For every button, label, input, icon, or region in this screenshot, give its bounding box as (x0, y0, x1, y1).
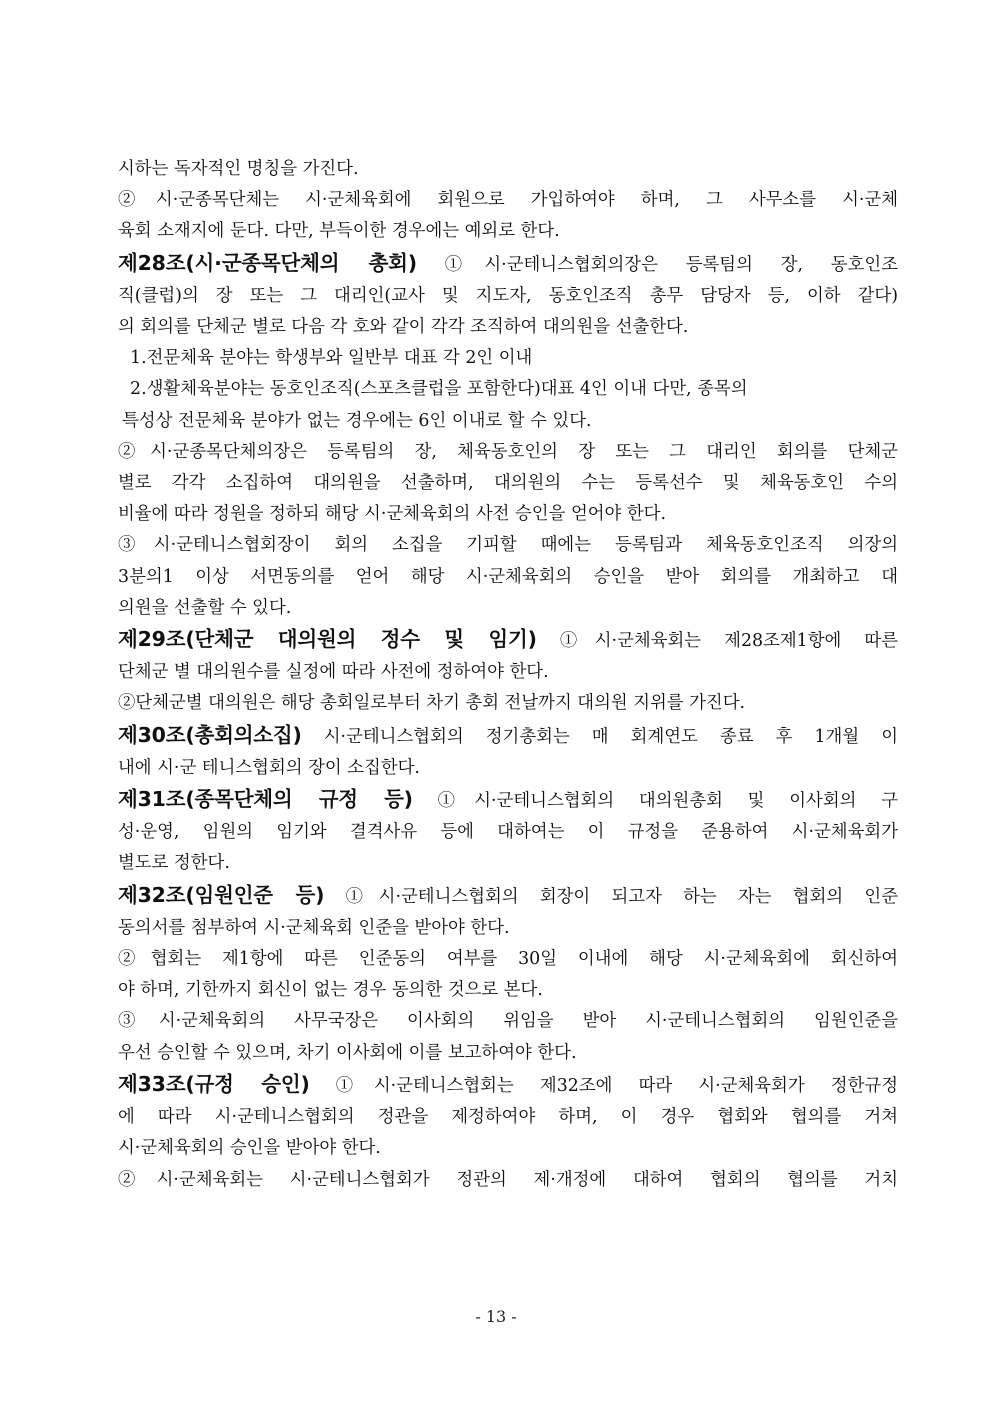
line-text: 우선 승인할 수 있으며, 차기 이사회에 이를 보고하여야 한다. (118, 1042, 577, 1063)
line-text: 에 따라 시·군테니스협회의 정관을 제정하여야 하며, 이 경우 협회와 협의를 거쳐 (118, 1107, 898, 1128)
text-line (118, 817, 898, 848)
text-line (118, 374, 898, 405)
line-text: ①시·군테니스협회의 대의원총회 및 이사회의 구 (412, 791, 898, 812)
article-line (118, 248, 898, 281)
line-text: ①시·군테니스협회의장은 등록팀의 장, 동호인조 (416, 254, 898, 275)
article-line (118, 1069, 898, 1102)
article-heading: 제29조(단체군 대의원의 정수 및 임기) (118, 627, 537, 652)
text-line (118, 437, 898, 468)
line-text: 시하는 독자적인 명칭을 가진다. (118, 159, 359, 179)
page-number: - 13 - (475, 1307, 517, 1326)
text-line (118, 499, 898, 530)
line-text: ②시·군종목단체는 시·군체육회에 회원으로 가입하여야 하며, 그 사무소를 시·군체 (118, 190, 898, 211)
article-heading: 제32조(임원인준 등) (118, 882, 325, 907)
text-line (118, 753, 898, 784)
line-text: 단체군 별 대의원수를 실정에 따라 사전에 정하여야 한다. (118, 662, 549, 683)
line-text: ②협회는 제1항에 따른 인준동의 여부를 30일 이내에 해당 시·군체육회에 회신하여 (118, 949, 898, 970)
article-heading: 제33조(규정 승인) (118, 1071, 310, 1096)
line-text: ②시·군체육회는 시·군테니스협회가 정관의 제·개정에 대하여 협회의 협의를 거치 (118, 1169, 898, 1190)
text-line (118, 848, 898, 879)
line-text: ①시·군체육회는 제28조제1항에 따른 (536, 631, 898, 652)
article-line (118, 880, 898, 913)
text-line (118, 1133, 898, 1164)
text-line (118, 944, 898, 975)
text-line (118, 216, 898, 247)
line-text: 의원을 선출할 수 있다. (118, 597, 292, 618)
line-text: 특성상 전문체육 분야가 없는 경우에는 6인 이내로 할 수 있다. (122, 410, 592, 431)
article-heading: 제28조(시·군종목단체의 총회) (118, 250, 417, 275)
line-text: 2.생활체육분야는 동호인조직(스포츠클럽을 포함한다)대표 4인 이내 다만, 종목의 (130, 379, 748, 400)
line-text: ①시·군테니스협회는 제32조에 따라 시·군체육회가 정한규정 (309, 1075, 898, 1096)
text-line (118, 312, 898, 343)
text-line (118, 281, 898, 312)
article-line (118, 624, 898, 657)
text-line (118, 657, 898, 688)
text-line (118, 593, 898, 624)
line-text: 시·군테니스협회의 정기총회는 매 회계연도 종료 후 1개월 이 (301, 726, 898, 747)
text-line (118, 406, 898, 437)
article-heading: 제31조(종목단체의 규정 등) (118, 787, 413, 812)
article-heading: 제30조(총회의소집) (118, 722, 302, 747)
line-text: 내에 시·군 테니스협회의 장이 소집한다. (118, 757, 420, 778)
line-text: 의 회의를 단체군 별로 다음 각 호와 같이 각각 조직하여 대의원을 선출한다. (118, 317, 689, 338)
text-line (118, 154, 898, 185)
line-text: 1.전문체육 분야는 학생부와 일반부 대표 각 2인 이내 (130, 348, 533, 369)
text-line (118, 185, 898, 216)
text-line (118, 468, 898, 499)
text-line (118, 1102, 898, 1133)
line-text: ①시·군테니스협회의 회장이 되고자 하는 자는 협회의 인준 (324, 886, 898, 907)
text-line (118, 562, 898, 593)
line-text: 성·운영, 임원의 임기와 결격사유 등에 대하여는 이 규정을 준용하여 시·군체육회가 (118, 822, 898, 843)
line-text: ③시·군테니스협회장이 회의 소집을 기피할 때에는 등록팀과 체육동호인조직 의장의 (118, 535, 898, 556)
line-text: 야 하며, 기한까지 회신이 없는 경우 동의한 것으로 본다. (118, 980, 543, 1001)
article-line (118, 784, 898, 817)
text-line (118, 530, 898, 561)
line-text: 직(클럽)의 장 또는 그 대리인(교사 및 지도자, 동호인조직 총무 담당자 등, 이하 같다) (118, 285, 898, 306)
line-text: 시·군체육회의 승인을 받아야 한다. (118, 1138, 381, 1159)
text-line (118, 913, 898, 944)
line-text: 3분의1 이상 서면동의를 얻어 해당 시·군체육회의 승인을 받아 회의를 개최하고 대 (118, 566, 898, 587)
line-text: 육회 소재지에 둔다. 다만, 부득이한 경우에는 예외로 한다. (118, 221, 560, 242)
line-text: 별도로 정한다. (118, 853, 230, 874)
text-line (118, 688, 898, 719)
line-text: 동의서를 첨부하여 시·군체육회 인준을 받아야 한다. (118, 917, 510, 938)
line-text: 비율에 따라 정원을 정하되 해당 시·군체육회의 사전 승인을 얻어야 한다. (118, 504, 666, 525)
line-text: ③시·군체육회의 사무국장은 이사회의 위임을 받아 시·군테니스협회의 임원인준을 (118, 1011, 898, 1032)
line-text: ②시·군종목단체의장은 등록팀의 장, 체육동호인의 장 또는 그 대리인 회의를 단체군 (118, 441, 898, 462)
article-line (118, 720, 898, 753)
document-body (118, 154, 898, 1196)
line-text: ②단체군별 대의원은 해당 총회일로부터 차기 총회 전날까지 대의원 지위를 가진다. (118, 693, 746, 714)
line-text: 별로 각각 소집하여 대의원을 선출하며, 대의원의 수는 등록선수 및 체육동호인 수의 (118, 473, 898, 494)
text-line (118, 343, 898, 374)
text-line (118, 1006, 898, 1037)
text-line (118, 1165, 898, 1196)
text-line (118, 975, 898, 1006)
text-line (118, 1038, 898, 1069)
